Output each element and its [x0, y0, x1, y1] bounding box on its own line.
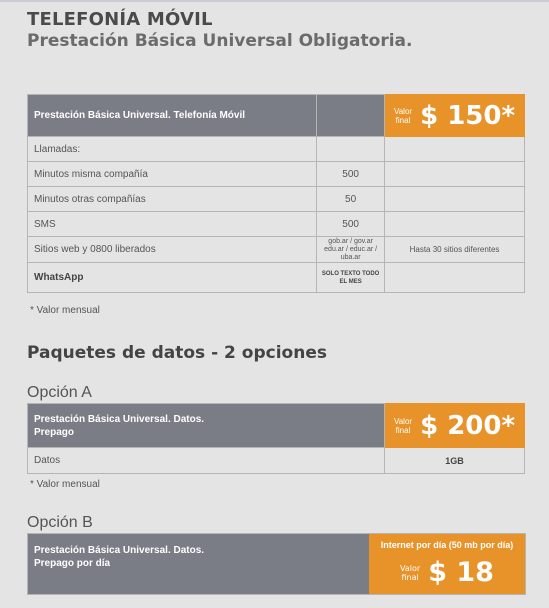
table-row	[28, 263, 525, 293]
option-b-title: Opción B	[27, 514, 93, 531]
row-label: Minutos misma compañía	[28, 162, 317, 187]
row-label: Sitios web y 0800 liberados	[28, 237, 317, 263]
table-header-blank	[317, 95, 385, 137]
table-row	[28, 137, 525, 162]
row-value: 1GB	[385, 448, 525, 474]
table-row	[28, 187, 525, 212]
option-a-table	[27, 403, 525, 474]
option-b-label: Prestación Básica Universal. Datos. Prepago por día	[34, 545, 205, 569]
monthly-note: * Valor mensual	[30, 305, 100, 316]
monthly-note: * Valor mensual	[30, 479, 100, 490]
row-extra	[385, 162, 525, 187]
section-title: Paquetes de datos - 2 opciones	[27, 343, 327, 363]
row-extra: Hasta 30 sitios diferentes	[385, 237, 525, 263]
row-label: SMS	[28, 212, 317, 237]
row-label: Datos	[28, 448, 385, 474]
row-label: WhatsApp	[28, 263, 317, 293]
price-value: $ 18	[428, 557, 494, 588]
price-caption: Valor final	[393, 106, 413, 125]
row-extra	[385, 137, 525, 162]
price-cell	[369, 534, 525, 594]
option-b-caption: Internet por día (50 mb por día)	[380, 540, 514, 550]
row-value	[317, 137, 385, 162]
row-extra	[385, 212, 525, 237]
row-value: gob.ar / gov.ar edu.ar / educ.ar / uba.ar	[317, 237, 385, 263]
table-row	[28, 448, 525, 474]
row-extra	[385, 187, 525, 212]
row-value: SOLO TEXTO TODO EL MES	[317, 263, 385, 293]
page-title: TELEFONÍA MÓVIL	[27, 9, 213, 30]
table-row	[28, 162, 525, 187]
price-cell	[385, 404, 525, 448]
price-value: $ 200*	[420, 410, 516, 441]
row-label: Minutos otras compañías	[28, 187, 317, 212]
option-b-box	[27, 533, 526, 595]
table-header-label: Prestación Básica Universal. Datos. Prepago	[28, 404, 385, 448]
table-header-label: Prestación Básica Universal. Telefonía Móvil	[28, 95, 317, 137]
price-value: $ 150*	[420, 100, 516, 131]
table-header-row	[28, 404, 525, 448]
price-cell	[385, 95, 525, 137]
table-row	[28, 237, 525, 263]
row-extra	[385, 263, 525, 293]
page-subtitle: Prestación Básica Universal Obligatoria.	[27, 31, 413, 51]
top-border	[0, 0, 549, 2]
table-header-row	[28, 95, 525, 137]
row-value: 50	[317, 187, 385, 212]
mobile-plan-table	[27, 94, 525, 293]
option-a-title: Opción A	[27, 384, 92, 401]
table-row	[28, 212, 525, 237]
price-caption: Valor final	[393, 416, 413, 435]
row-value: 500	[317, 212, 385, 237]
row-value: 500	[317, 162, 385, 187]
price-caption: Valor final	[400, 563, 421, 582]
row-label: Llamadas:	[28, 137, 317, 162]
